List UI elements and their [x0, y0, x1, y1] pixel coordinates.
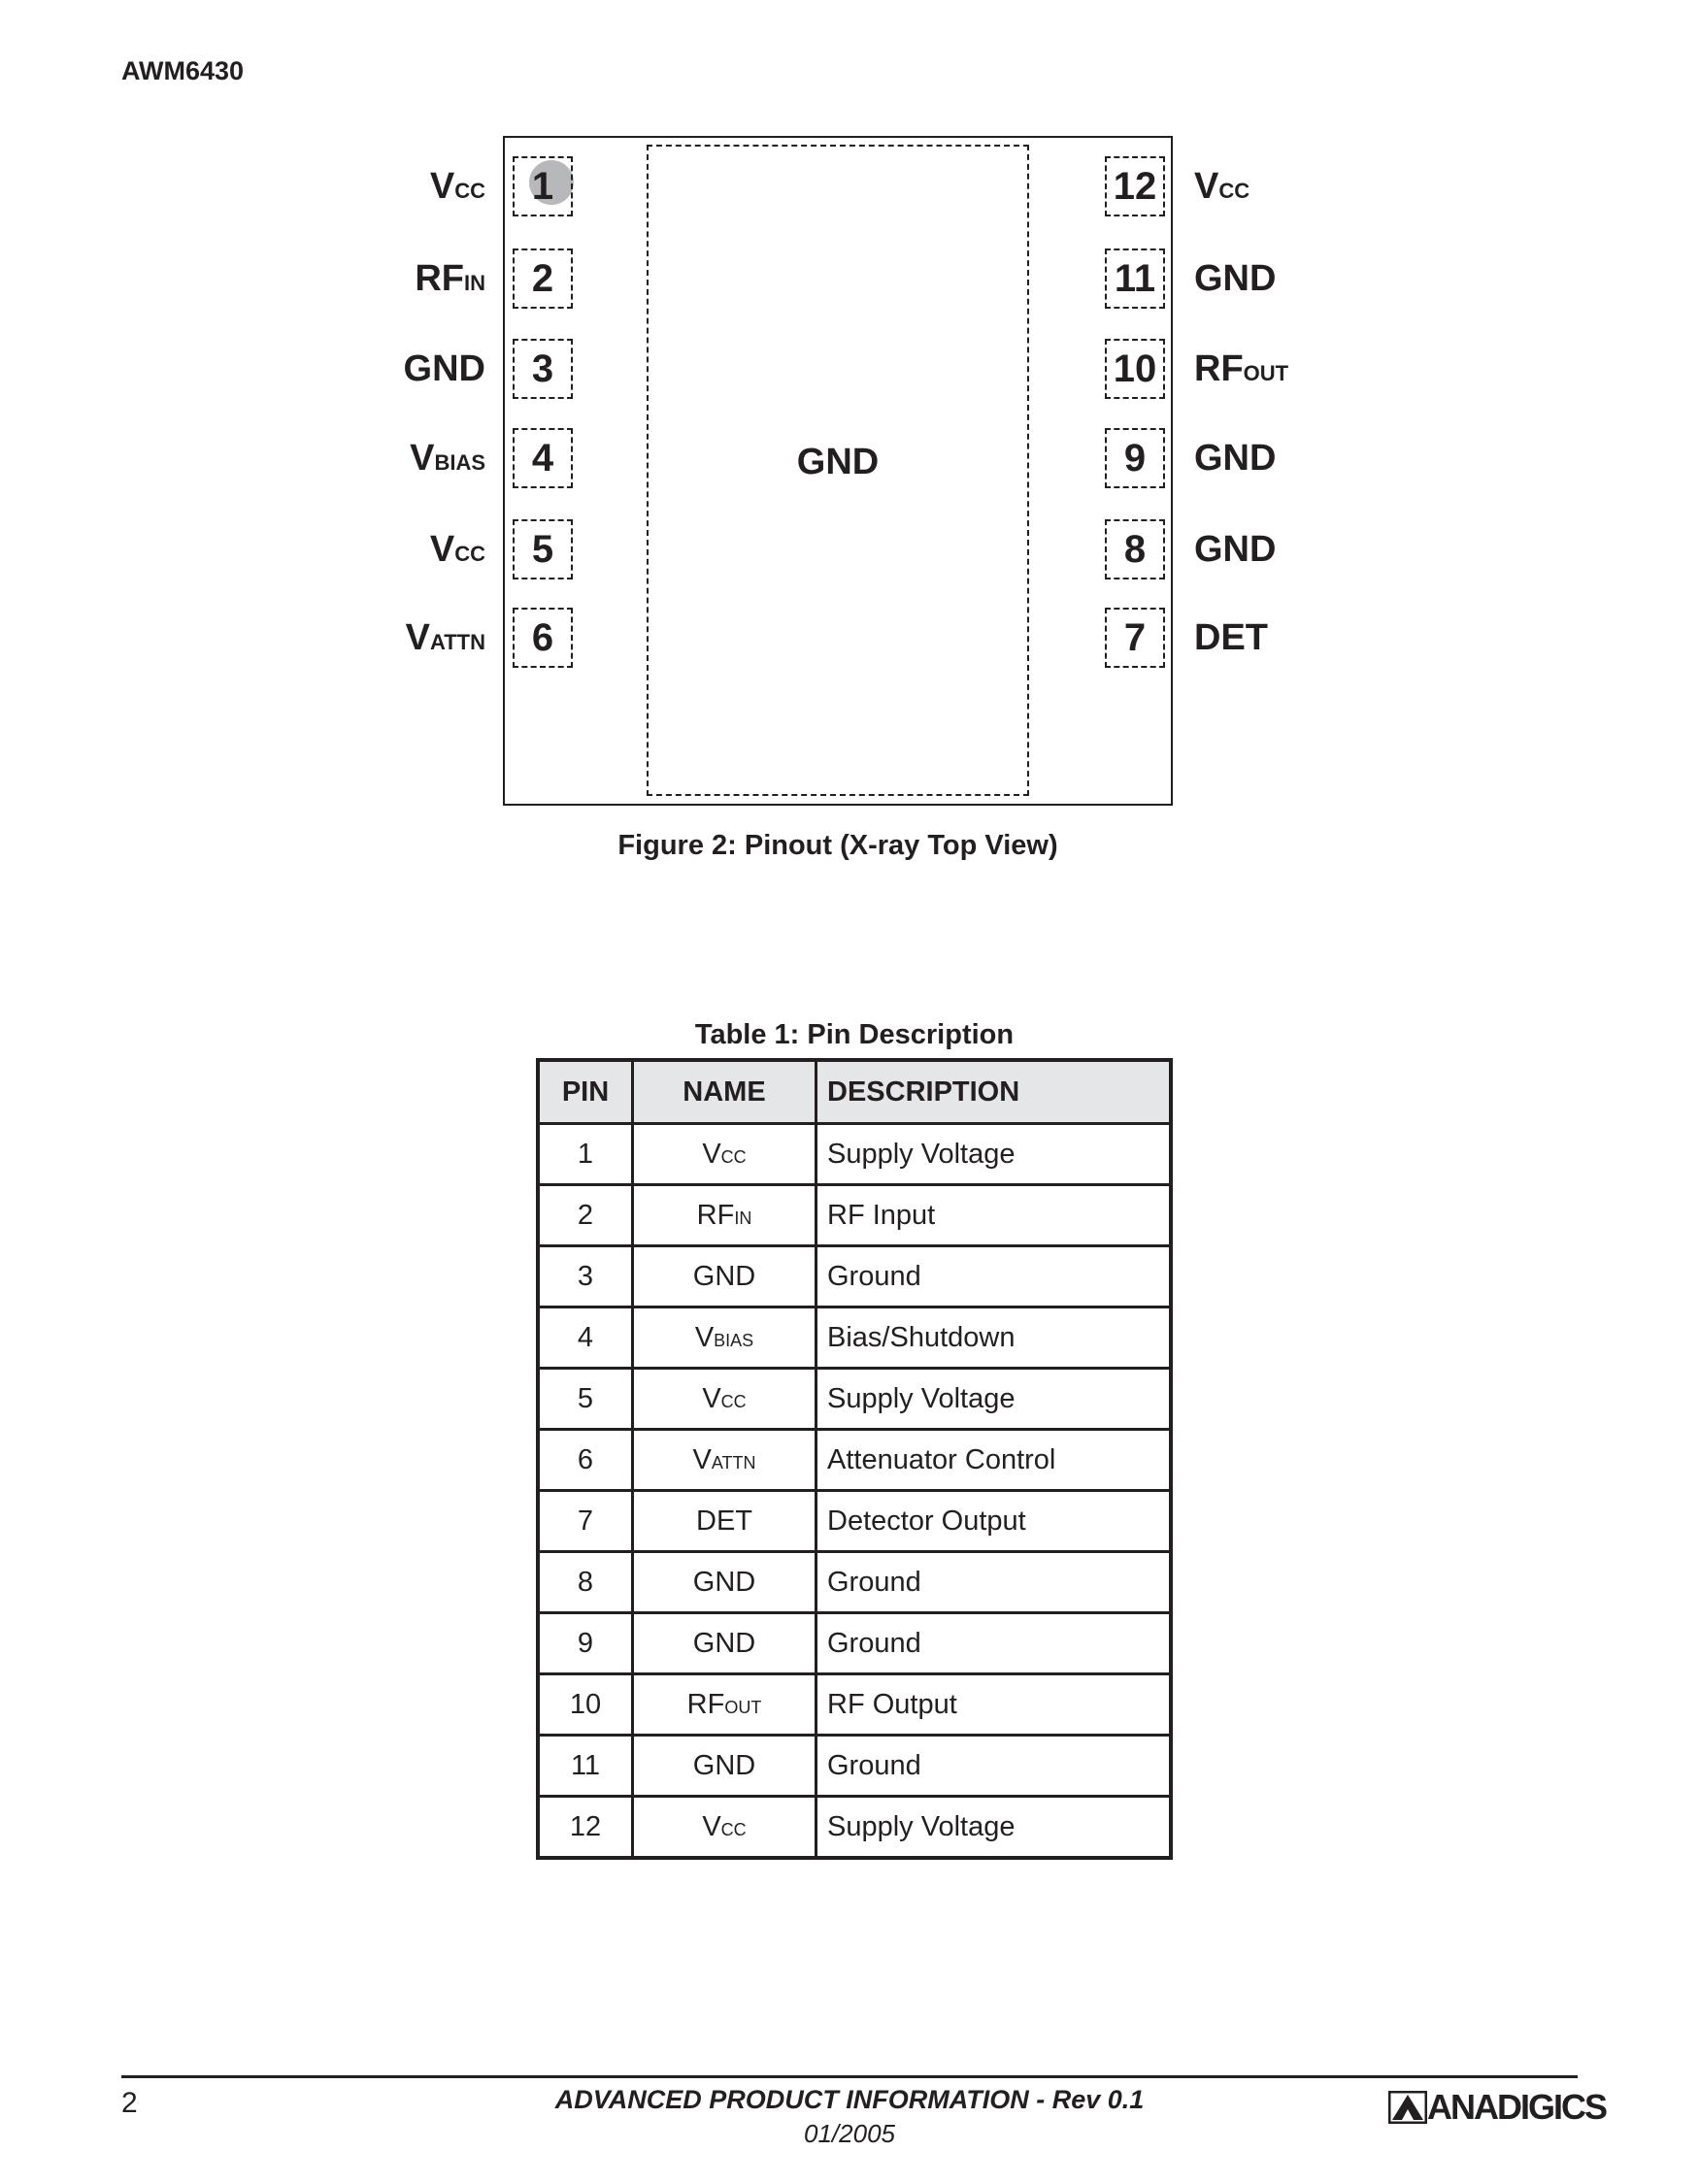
cell-name-subscript: IN: [734, 1208, 752, 1228]
cell-name: [633, 1613, 816, 1674]
cell-name-subscript: OUT: [724, 1697, 762, 1717]
pin-label-subscript: ATTN: [429, 630, 485, 654]
cell-name: [633, 1736, 816, 1797]
ground-pad-label: GND: [796, 442, 880, 482]
cell-name: [633, 1307, 816, 1369]
page-number: 2: [121, 2087, 138, 2119]
cell-name-base: GND: [692, 1260, 756, 1292]
pin-label-8: [1194, 528, 1276, 576]
cell-pin: 9: [538, 1613, 633, 1674]
pin-label-base: V: [429, 529, 455, 570]
cell-description: Ground: [816, 1613, 1172, 1674]
pin-label-base: GND: [403, 348, 485, 389]
pin-2-pad: 2: [513, 248, 573, 309]
pin-8-pad: 8: [1105, 519, 1165, 579]
cell-pin: 2: [538, 1185, 633, 1246]
table-row: [538, 1430, 1171, 1491]
cell-name-subscript: CC: [720, 1146, 747, 1167]
cell-name-base: V: [702, 1138, 721, 1170]
cell-pin: 10: [538, 1674, 633, 1736]
pin-label-base: RF: [1194, 348, 1244, 389]
pin-label-1: [252, 165, 485, 213]
table-row: [538, 1307, 1171, 1369]
cell-name: [633, 1491, 816, 1552]
cell-description: RF Input: [816, 1185, 1172, 1246]
cell-pin: 1: [538, 1124, 633, 1185]
cell-pin: 3: [538, 1246, 633, 1307]
cell-pin: 4: [538, 1307, 633, 1369]
table-caption: Table 1: Pin Description: [694, 1019, 1015, 1050]
table-header-row: [538, 1060, 1171, 1124]
pin-label-base: GND: [1194, 529, 1277, 570]
pin-label-subscript: CC: [454, 542, 485, 566]
cell-name: [633, 1674, 816, 1736]
table-row: [538, 1674, 1171, 1736]
pin-label-11: [1194, 257, 1276, 305]
cell-name: [633, 1246, 816, 1307]
cell-pin: 12: [538, 1797, 633, 1859]
cell-description: Ground: [816, 1552, 1172, 1613]
pin-6-pad: 6: [513, 608, 573, 668]
pin-4-pad: 4: [513, 428, 573, 488]
pin-label-base: V: [429, 166, 455, 207]
pin-label-subscript: BIAS: [434, 450, 485, 475]
cell-pin: 5: [538, 1369, 633, 1430]
logo-mark-icon: [1388, 2091, 1427, 2124]
cell-name-subscript: CC: [720, 1819, 747, 1839]
pin-label-base: V: [405, 617, 430, 658]
cell-name: [633, 1430, 816, 1491]
cell-description: Ground: [816, 1246, 1172, 1307]
cell-pin: 8: [538, 1552, 633, 1613]
pin-label-subscript: CC: [454, 179, 485, 203]
pin-11-pad: 11: [1105, 248, 1165, 309]
table-row: [538, 1369, 1171, 1430]
cell-description: Supply Voltage: [816, 1797, 1172, 1859]
cell-name: [633, 1369, 816, 1430]
pin-label-10: [1194, 347, 1288, 395]
cell-name: [633, 1124, 816, 1185]
pin-5-pad: 5: [513, 519, 573, 579]
pin-1-pad: 1: [513, 156, 573, 216]
cell-description: Bias/Shutdown: [816, 1307, 1172, 1369]
table-row: [538, 1491, 1171, 1552]
table-row: [538, 1246, 1171, 1307]
cell-description: Supply Voltage: [816, 1124, 1172, 1185]
anadigics-logo: [1388, 2087, 1606, 2130]
footer-divider: [121, 2075, 1578, 2078]
cell-name: [633, 1552, 816, 1613]
pin-label-5: [252, 528, 485, 576]
cell-name-base: V: [694, 1321, 715, 1353]
table-row: [538, 1552, 1171, 1613]
table-row: [538, 1613, 1171, 1674]
header-description: DESCRIPTION: [816, 1060, 1172, 1124]
cell-description: Supply Voltage: [816, 1369, 1172, 1430]
pin-9-pad: 9: [1105, 428, 1165, 488]
cell-name-base: GND: [692, 1749, 756, 1781]
cell-name: [633, 1185, 816, 1246]
pin-label-6: [252, 616, 485, 664]
pin-description-table: [536, 1058, 1173, 1860]
table-row: [538, 1124, 1171, 1185]
cell-description: Detector Output: [816, 1491, 1172, 1552]
cell-name-base: RF: [696, 1199, 735, 1231]
pin-label-4: [252, 437, 485, 484]
pin-label-base: DET: [1194, 617, 1268, 658]
table-row: [538, 1736, 1171, 1797]
cell-pin: 6: [538, 1430, 633, 1491]
pin-label-2: [252, 257, 485, 305]
cell-description: RF Output: [816, 1674, 1172, 1736]
pin-label-base: GND: [1194, 258, 1277, 299]
pin-label-base: RF: [415, 258, 464, 299]
pin-label-base: GND: [1194, 438, 1277, 479]
cell-name-base: GND: [692, 1627, 756, 1659]
pin-label-base: V: [410, 438, 435, 479]
pin-10-pad: 10: [1105, 339, 1165, 399]
cell-description: Ground: [816, 1736, 1172, 1797]
cell-name-base: DET: [696, 1505, 752, 1537]
pin-label-9: [1194, 437, 1276, 484]
cell-name-base: RF: [686, 1688, 725, 1720]
pin-label-12: [1194, 165, 1249, 213]
cell-name: [633, 1797, 816, 1859]
pin-label-7: [1194, 616, 1268, 664]
cell-name-subscript: ATTN: [711, 1452, 756, 1473]
pin-label-subscript: OUT: [1243, 361, 1289, 385]
pin-3-pad: 3: [513, 339, 573, 399]
pin-label-3: [252, 347, 485, 395]
pin-label-subscript: CC: [1218, 179, 1250, 203]
cell-pin: 11: [538, 1736, 633, 1797]
table-row: [538, 1797, 1171, 1859]
cell-name-base: V: [692, 1443, 712, 1475]
pin-label-base: V: [1194, 166, 1219, 207]
cell-description: Attenuator Control: [816, 1430, 1172, 1491]
figure-caption: Figure 2: Pinout (X-ray Top View): [617, 830, 1058, 861]
footer-date: 01/2005: [804, 2119, 895, 2148]
cell-name-base: GND: [692, 1566, 756, 1598]
logo-wordmark: ANADIGICS: [1427, 2087, 1607, 2127]
pin-12-pad: 12: [1105, 156, 1165, 216]
header-name: NAME: [633, 1060, 816, 1124]
cell-name-base: V: [702, 1810, 721, 1842]
cell-pin: 7: [538, 1491, 633, 1552]
document-header-part-number: AWM6430: [121, 56, 245, 85]
pin-label-subscript: IN: [464, 271, 485, 295]
header-pin: PIN: [538, 1060, 633, 1124]
table-row: [538, 1185, 1171, 1246]
cell-name-base: V: [702, 1382, 721, 1414]
footer-title: ADVANCED PRODUCT INFORMATION - Rev 0.1: [554, 2085, 1145, 2114]
pin-7-pad: 7: [1105, 608, 1165, 668]
cell-name-subscript: BIAS: [714, 1330, 754, 1350]
cell-name-subscript: CC: [720, 1391, 747, 1411]
